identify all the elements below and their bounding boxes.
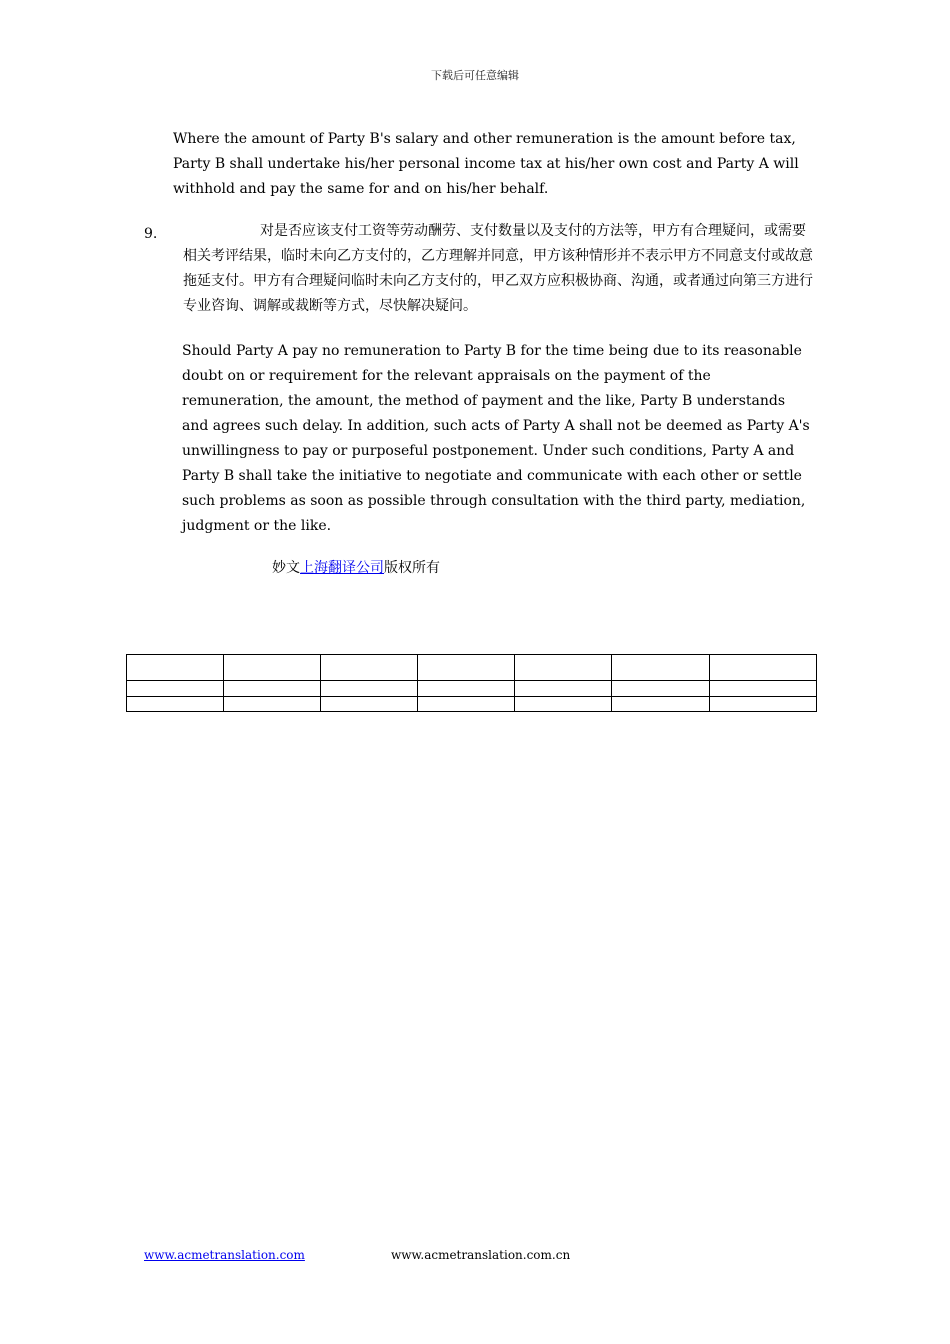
page-header: 下载后可任意编辑 <box>431 69 519 82</box>
table-cell <box>418 655 515 681</box>
table-row <box>127 681 817 697</box>
footer-website-cn: www.acmetranslation.com.cn <box>391 1248 571 1262</box>
copyright-line <box>272 557 440 579</box>
table-cell <box>418 681 515 697</box>
table-cell <box>224 655 321 681</box>
table-row <box>127 655 817 681</box>
empty-table <box>126 654 817 712</box>
table-cell <box>710 697 817 712</box>
table-cell <box>224 681 321 697</box>
copyright-prefix: 妙文 <box>272 560 300 576</box>
table-cell <box>612 681 710 697</box>
table-cell <box>321 655 418 681</box>
copyright-suffix: 版权所有 <box>384 560 440 576</box>
footer-website-link[interactable]: www.acmetranslation.com <box>144 1248 305 1262</box>
table-cell <box>710 681 817 697</box>
table-cell <box>418 697 515 712</box>
item-number: 9. <box>144 226 158 242</box>
table-cell <box>127 655 224 681</box>
table-cell <box>224 697 321 712</box>
table-cell <box>127 681 224 697</box>
table-cell <box>515 697 612 712</box>
table-cell <box>321 697 418 712</box>
table-cell <box>321 681 418 697</box>
table-cell <box>127 697 224 712</box>
table-row <box>127 697 817 712</box>
table-cell <box>515 681 612 697</box>
english-paragraph-tax: Where the amount of Party B's salary and other remuneration is the amount before tax, Party B shall undertake his/her personal income tax at his/her own cost and Party A will withhold and pay the same for and on his/her behalf. <box>173 131 799 197</box>
translation-company-link[interactable]: 上海翻译公司 <box>300 560 384 576</box>
chinese-paragraph-remuneration: 对是否应该支付工资等劳动酬劳、支付数量以及支付的方法等，甲方有合理疑问，或需要相关考评结果，临时未向乙方支付的，乙方理解并同意，甲方该种情形并不表示甲方不同意支付或故意拖延支付。甲方有合理疑问临时未向乙方支付的，甲乙双方应积极协商、沟通，或者通过向第三方进行专业咨询、调解或裁断等方式，尽快解决疑问。 <box>183 223 813 314</box>
table-cell <box>612 697 710 712</box>
english-paragraph-remuneration: Should Party A pay no remuneration to Party B for the time being due to its reasonable doubt on or requirement for the relevant appraisals on the payment of the remuneration, the amount, the method of payment and the like, Party B understands and agrees such delay. In addition, such acts of Party A shall not be deemed as Party A's unwillingness to pay or purposeful postponement. Under such conditions, Party A and Party B shall take the initiative to negotiate and communicate with each other or settle such problems as soon as possible through consultation with the third party, mediation, judgment or the like. <box>182 343 810 534</box>
table-cell <box>515 655 612 681</box>
table-cell <box>710 655 817 681</box>
table-cell <box>612 655 710 681</box>
